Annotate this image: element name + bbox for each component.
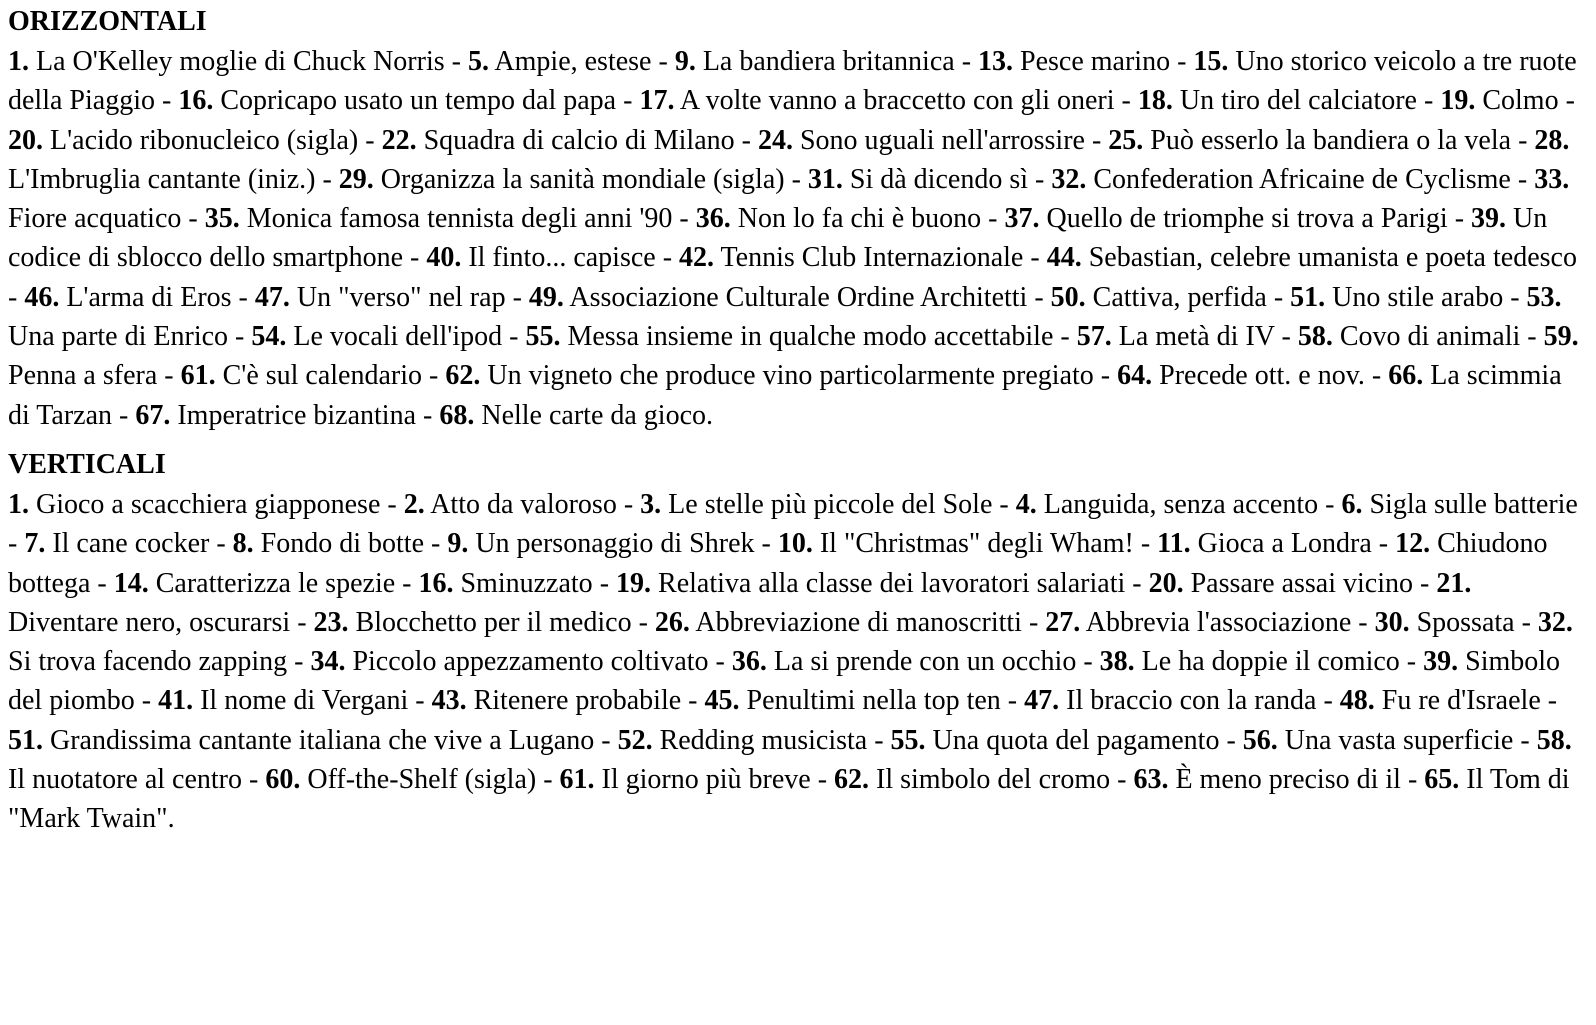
clue-number: 59. — [1543, 321, 1579, 353]
clue-number: 7. — [24, 528, 46, 560]
clue-text: Atto da valoroso — [430, 488, 617, 520]
clue-item — [158, 685, 408, 716]
clue-number: 55. — [525, 321, 561, 353]
clue-number: 16. — [418, 567, 454, 599]
clue-item — [439, 400, 713, 431]
clue-text: Il finto... capisce — [468, 242, 656, 274]
clue-number: 39. — [1471, 203, 1507, 235]
clue-text: È meno preciso di il — [1175, 764, 1401, 796]
clue-number: 57. — [1076, 321, 1112, 353]
clue-item — [1047, 242, 1577, 273]
clue-text: Imperatrice bizantina — [177, 399, 417, 431]
clue-text: Diventare nero, oscurarsi — [8, 606, 291, 638]
clue-text: Chiudono bottega — [8, 528, 1548, 599]
clue-item — [834, 764, 1110, 795]
clue-number: 58. — [1536, 724, 1572, 756]
clue-item — [404, 489, 617, 520]
clue-number: 24. — [757, 124, 793, 156]
clue-number: 45. — [704, 685, 740, 717]
clue-text: Nelle carte da gioco. — [481, 399, 713, 431]
clue-text: Il braccio con la randa — [1066, 685, 1317, 717]
clue-text: Il cane cocker — [52, 528, 210, 560]
clue-item — [1138, 85, 1417, 116]
clue-number: 50. — [1050, 281, 1086, 313]
clue-text: Una parte di Enrico — [8, 321, 229, 353]
orizzontali-clue-list: 1. La O'Kelley moglie di Chuck Norris - 5. Ampie, estese - 9. La bandiera britannica - 13. Pesce marino - 15. Uno storico veicolo a tre ruote della Piaggio - 16. Copricapo usato un tempo dal papa - 17. A volte vanno a braccetto con gli oneri - 18. Un tiro del calciatore - 19. Colmo - 20. L'acido ribonucleico (sigla) - 22. Squadra di calcio di Milano - 24. Sono uguali nell'arrossire - 25. Può esserlo la bandiera o la vela - 28. L'Imbruglia cantante (iniz.) - 29. Organizza la sanità mondiale (sigla) - 31. Si dà dicendo sì - 32. Confederation Africaine de Cyclisme - 33. Fiore acquatico - 35. Monica famosa tennista degli anni '90 - 36. Non lo fa chi è buono - 37. Quello de triomphe si trova a Parigi - 39. Un codice di sblocco dello smartphone - 40. Il finto... capisce - 42. Tennis Club Internazionale - 44. Sebastian, celebre umanista e poeta tedesco - 46. L'arma di Eros - 47. Un "verso" nel rap - 49. Associazione Culturale Ordine Architetti - 50. Cattiva, perfida - 51. Uno stile arabo - 53. Una parte di Enrico - 54. Le vocali dell'ipod - 55. Messa insieme in qualche modo accettabile - 57. La metà di IV - 58. Covo di animali - 59. Penna a sfera - 61. C'è sul calendario - 62. Un vigneto che produce vino particolarmente pregiato - 64. Precede ott. e nov. - 66. La scimmia di Tarzan - 67. Imperatrice bizantina - 68. Nelle carte da gioco. — [8, 46, 1579, 431]
clue-item — [891, 725, 1220, 756]
clue-item — [618, 725, 868, 756]
clue-text: Relativa alla classe dei lavoratori salariati — [658, 567, 1126, 599]
clue-number: 62. — [445, 360, 481, 392]
clue-text: Il nome di Vergani — [200, 685, 409, 717]
clue-item — [1298, 321, 1520, 352]
clue-text: Penna a sfera — [8, 360, 158, 392]
clue-item — [114, 568, 395, 599]
clue-number: 11. — [1157, 528, 1191, 560]
clue-text: Abbrevia l'associazione — [1085, 606, 1352, 638]
clue-number: 1. — [8, 46, 29, 77]
clue-number: 15. — [1193, 46, 1229, 77]
clue-text: Può esserlo la bandiera o la vela — [1150, 124, 1512, 156]
verticali-heading: VERTICALI — [8, 448, 166, 480]
clue-number: 23. — [313, 606, 349, 638]
clue-item — [1117, 360, 1365, 391]
clue-text: Il nuotatore al centro — [8, 764, 243, 796]
clue-item — [1004, 203, 1447, 234]
clue-item — [205, 203, 673, 234]
clue-text: Squadra di calcio di Milano — [423, 124, 735, 156]
clue-text: Organizza la sanità mondiale (sigla) — [380, 163, 785, 195]
clue-text: Simbolo del piombo — [8, 646, 1561, 717]
clue-item — [255, 282, 506, 313]
clue-number: 20. — [1148, 567, 1184, 599]
clue-number: 10. — [777, 528, 813, 560]
clue-number: 64. — [1117, 360, 1153, 392]
clue-number: 28. — [1534, 124, 1570, 156]
verticali-section — [8, 445, 1580, 839]
clue-number: 2. — [403, 488, 425, 520]
clue-number: 46. — [24, 281, 60, 313]
clue-text: Il giorno più breve — [601, 764, 811, 796]
clue-item — [314, 607, 632, 638]
clue-text: Uno storico veicolo a tre ruote della Piaggio — [8, 46, 1577, 117]
clue-text: Tennis Club Internazionale — [720, 242, 1024, 274]
clue-text: Piccolo appezzamento coltivato — [352, 646, 709, 678]
clue-number: 51. — [1290, 281, 1326, 313]
clue-text: La scimmia di Tarzan — [8, 360, 1562, 431]
clue-text: Un personaggio di Shrek — [475, 528, 755, 560]
clue-text: Messa insieme in qualche modo accettabile — [567, 321, 1054, 353]
clue-number: 41. — [158, 685, 194, 717]
clue-text: Blocchetto per il medico — [355, 606, 632, 638]
clue-item — [1341, 489, 1577, 520]
clue-number: 12. — [1395, 528, 1431, 560]
clue-item — [1157, 528, 1372, 559]
clue-text: Fondo di botte — [260, 528, 424, 560]
clue-text: Languida, senza accento — [1043, 488, 1319, 520]
clue-item — [529, 282, 1027, 313]
clue-text: Le vocali dell'ipod — [293, 321, 503, 353]
clue-number: 49. — [528, 281, 564, 313]
clue-number: 3. — [640, 488, 662, 520]
clue-text: A volte vanno a braccetto con gli oneri — [679, 85, 1115, 117]
clue-item — [310, 646, 708, 677]
clue-item — [251, 321, 502, 352]
clue-item — [233, 528, 424, 559]
clue-text: L'Imbruglia cantante (iniz.) — [8, 163, 316, 195]
clue-number: 47. — [254, 281, 290, 313]
clue-item — [696, 203, 981, 234]
orizzontali-heading: ORIZZONTALI — [8, 6, 207, 37]
clue-number: 37. — [1004, 203, 1040, 235]
clue-text: Fu re d'Israele — [1381, 685, 1541, 717]
clue-number: 38. — [1099, 646, 1135, 678]
clue-number: 36. — [695, 203, 731, 235]
clue-number: 54. — [251, 321, 287, 353]
clue-number: 27. — [1045, 606, 1081, 638]
clue-item — [1290, 282, 1503, 313]
clue-text: L'arma di Eros — [66, 281, 232, 313]
clue-item — [8, 125, 358, 156]
clue-text: Covo di animali — [1339, 321, 1521, 353]
clue-text: Quello de triomphe si trova a Parigi — [1046, 203, 1448, 235]
clue-number: 4. — [1015, 488, 1037, 520]
clue-number: 51. — [8, 724, 43, 756]
clue-number: 60. — [265, 764, 301, 796]
clue-text: Un "verso" nel rap — [296, 281, 506, 313]
clue-number: 66. — [1388, 360, 1424, 392]
clue-text: Confederation Africaine de Cyclisme — [1093, 163, 1511, 195]
clue-number: 33. — [1534, 163, 1570, 195]
clue-text: Associazione Culturale Ordine Architetti — [569, 281, 1028, 313]
clue-item — [445, 360, 1093, 391]
clue-text: La metà di IV — [1118, 321, 1275, 353]
clue-number: 14. — [113, 567, 149, 599]
clue-text: Monica famosa tennista degli anni '90 — [246, 203, 673, 235]
clue-item — [732, 646, 1076, 677]
clue-text: Le stelle più piccole del Sole — [668, 488, 993, 520]
clue-text: Un tiro del calciatore — [1179, 85, 1417, 117]
clue-number: 1. — [8, 488, 29, 520]
clue-number: 47. — [1024, 685, 1060, 717]
clue-number: 32. — [1537, 606, 1573, 638]
clue-number: 19. — [1440, 85, 1476, 117]
clue-text: Redding musicista — [659, 724, 868, 756]
clue-text: C'è sul calendario — [222, 360, 423, 392]
clue-text: Un codice di sblocco dello smartphone — [8, 203, 1548, 274]
clue-text: Le ha doppie il comico — [1141, 646, 1400, 678]
clue-number: 32. — [1051, 163, 1087, 195]
clue-item — [24, 282, 231, 313]
clue-text: Non lo fa chi è buono — [737, 203, 982, 235]
clue-text: Copricapo usato un tempo dal papa — [220, 85, 617, 117]
clue-item — [758, 125, 1085, 156]
clue-number: 13. — [978, 46, 1014, 77]
clue-item — [135, 400, 416, 431]
clue-item — [418, 568, 592, 599]
clue-number: 17. — [639, 85, 675, 117]
clue-item — [639, 85, 1114, 116]
clue-item — [640, 489, 992, 520]
clue-item — [1149, 568, 1413, 599]
clue-item — [1340, 685, 1541, 716]
clue-item — [1133, 764, 1401, 795]
clue-item — [1375, 607, 1515, 638]
verticali-clue-list: 1. Gioco a scacchiera giapponese - 2. Atto da valoroso - 3. Le stelle più piccole del Sole - 4. Languida, senza accento - 6. Sigla sulle batterie - 7. Il cane cocker - 8. Fondo di botte - 9. Un personaggio di Shrek - 10. Il "Christmas" degli Wham! - 11. Gioca a Londra - 12. Chiudono bottega - 14. Caratterizza le spezie - 16. Sminuzzato - 19. Relativa alla classe dei lavoratori salariati - 20. Passare assai vicino - 21. Diventare nero, oscurarsi - 23. Blocchetto per il medico - 26. Abbreviazione di manoscritti - 27. Abbrevia l'associazione - 30. Spossata - 32. Si trova facendo zapping - 34. Piccolo appezzamento coltivato - 36. La si prende con un occhio - 38. Le ha doppie il comico - 39. Simbolo del piombo - 41. Il nome di Vergani - 43. Ritenere probabile - 45. Penultimi nella top ten - 47. Il braccio con la randa - 48. Fu re d'Israele - 51. Grandissima cantante italiana che vive a Lugano - 52. Redding musicista - 55. Una quota del pagamento - 56. Una vasta superficie - 58. Il nuotatore al centro - 60. Off-the-Shelf (sigla) - 61. Il giorno più breve - 62. Il simbolo del cromo - 63. È meno preciso di il - 65. Il Tom di "Mark Twain". — [8, 488, 1578, 835]
clue-item — [1016, 489, 1318, 520]
clue-number: 43. — [431, 685, 467, 717]
clue-number: 63. — [1133, 764, 1169, 796]
clue-item — [978, 46, 1170, 77]
clue-item — [382, 125, 735, 156]
clue-item — [468, 46, 652, 77]
clue-item — [181, 360, 422, 391]
clue-number: 61. — [180, 360, 216, 392]
clue-item — [525, 321, 1053, 352]
clue-number: 16. — [178, 85, 214, 117]
clue-item — [24, 528, 209, 559]
clue-number: 35. — [204, 203, 240, 235]
clue-text: Sebastian, celebre umanista e poeta tedesco — [1088, 242, 1577, 274]
clue-number: 21. — [1436, 567, 1472, 599]
clue-text: Cattiva, perfida — [1092, 281, 1267, 313]
clue-number: 5. — [467, 46, 489, 77]
clue-number: 61. — [559, 764, 595, 796]
clue-text: Un vigneto che produce vino particolarmente pregiato — [487, 360, 1094, 392]
clue-number: 36. — [731, 646, 767, 678]
clue-text: L'acido ribonucleico (sigla) — [50, 124, 359, 156]
clue-item — [265, 764, 536, 795]
clue-number: 44. — [1046, 242, 1082, 274]
clue-item — [1051, 164, 1511, 195]
clue-item — [1100, 646, 1400, 677]
clue-text: Ritenere probabile — [473, 685, 682, 717]
clue-text: Pesce marino — [1020, 46, 1171, 77]
clue-item — [178, 85, 616, 116]
clue-text: Si trova facendo zapping — [8, 646, 288, 678]
clue-number: 39. — [1423, 646, 1459, 678]
clue-item — [616, 568, 1125, 599]
clue-text: Sminuzzato — [460, 567, 593, 599]
clue-text: Passare assai vicino — [1190, 567, 1413, 599]
clue-item — [679, 242, 1023, 273]
clue-text: Uno stile arabo — [1332, 281, 1504, 313]
clue-number: 53. — [1526, 281, 1562, 313]
clue-item — [1051, 282, 1267, 313]
clue-text: Gioca a Londra — [1197, 528, 1372, 560]
clue-text: Spossata — [1416, 606, 1515, 638]
clue-number: 42. — [679, 242, 715, 274]
clue-text: Sono uguali nell'arrossire — [799, 124, 1085, 156]
clue-text: Grandissima cantante italiana che vive a Lugano — [50, 724, 595, 756]
clue-number: 40. — [426, 242, 462, 274]
clue-item — [8, 46, 445, 77]
clue-number: 62. — [834, 764, 870, 796]
clue-item — [1108, 125, 1511, 156]
clue-number: 9. — [674, 46, 696, 77]
clue-item — [426, 242, 655, 273]
clue-item — [778, 528, 1134, 559]
clue-number: 31. — [807, 163, 843, 195]
clue-number: 48. — [1339, 685, 1375, 717]
clue-text: Una vasta superficie — [1284, 724, 1514, 756]
clue-text: Sigla sulle batterie — [1369, 488, 1578, 520]
clue-item — [1024, 685, 1316, 716]
clue-number: 6. — [1341, 488, 1363, 520]
clue-text: Ampie, estese — [494, 46, 652, 77]
clue-text: La si prende con un occhio — [773, 646, 1077, 678]
clue-number: 22. — [381, 124, 417, 156]
clue-text: Fiore acquatico — [8, 203, 182, 235]
clue-number: 56. — [1242, 724, 1278, 756]
clue-text: Penultimi nella top ten — [746, 685, 1001, 717]
clue-number: 29. — [338, 163, 374, 195]
clue-text: Abbreviazione di manoscritti — [695, 606, 1022, 638]
clue-number: 9. — [447, 528, 469, 560]
clue-text: Il Tom di "Mark Twain". — [8, 764, 1570, 835]
clue-item — [1440, 85, 1558, 116]
clue-number: 30. — [1374, 606, 1410, 638]
clue-number: 68. — [439, 399, 475, 431]
clue-number: 58. — [1297, 321, 1333, 353]
clue-item — [1077, 321, 1275, 352]
clue-item — [675, 46, 955, 77]
clue-number: 34. — [310, 646, 346, 678]
clue-number: 55. — [890, 724, 926, 756]
clue-number: 65. — [1424, 764, 1460, 796]
clue-number: 26. — [654, 606, 690, 638]
clue-item — [432, 685, 682, 716]
clue-text: Una quota del pagamento — [932, 724, 1220, 756]
clue-item — [1243, 725, 1514, 756]
clue-number: 52. — [617, 724, 653, 756]
clue-text: Gioco a scacchiera giapponese — [36, 488, 381, 520]
clue-item — [1045, 607, 1351, 638]
clue-number: 67. — [135, 399, 171, 431]
clue-text: Caratterizza le spezie — [155, 567, 396, 599]
clue-text: Colmo — [1482, 85, 1559, 117]
clue-item — [8, 489, 380, 520]
clue-item — [808, 164, 1028, 195]
clue-number: 25. — [1108, 124, 1144, 156]
clue-item — [339, 164, 785, 195]
clue-item — [560, 764, 811, 795]
clue-item — [705, 685, 1001, 716]
clue-number: 18. — [1137, 85, 1173, 117]
clue-text: Precede ott. e nov. — [1159, 360, 1365, 392]
clue-item — [447, 528, 754, 559]
clue-item — [8, 725, 594, 756]
clue-text: La bandiera britannica — [702, 46, 955, 77]
clue-item — [655, 607, 1022, 638]
clue-number: 19. — [616, 567, 652, 599]
clue-text: Si dà dicendo sì — [849, 163, 1028, 195]
clue-text: Il simbolo del cromo — [876, 764, 1111, 796]
clue-text: Off-the-Shelf (sigla) — [307, 764, 537, 796]
clue-text: La O'Kelley moglie di Chuck Norris — [36, 46, 445, 77]
clue-number: 8. — [232, 528, 254, 560]
clue-number: 20. — [8, 124, 43, 156]
clue-text: Il "Christmas" degli Wham! — [819, 528, 1134, 560]
orizzontali-section — [8, 2, 1580, 435]
